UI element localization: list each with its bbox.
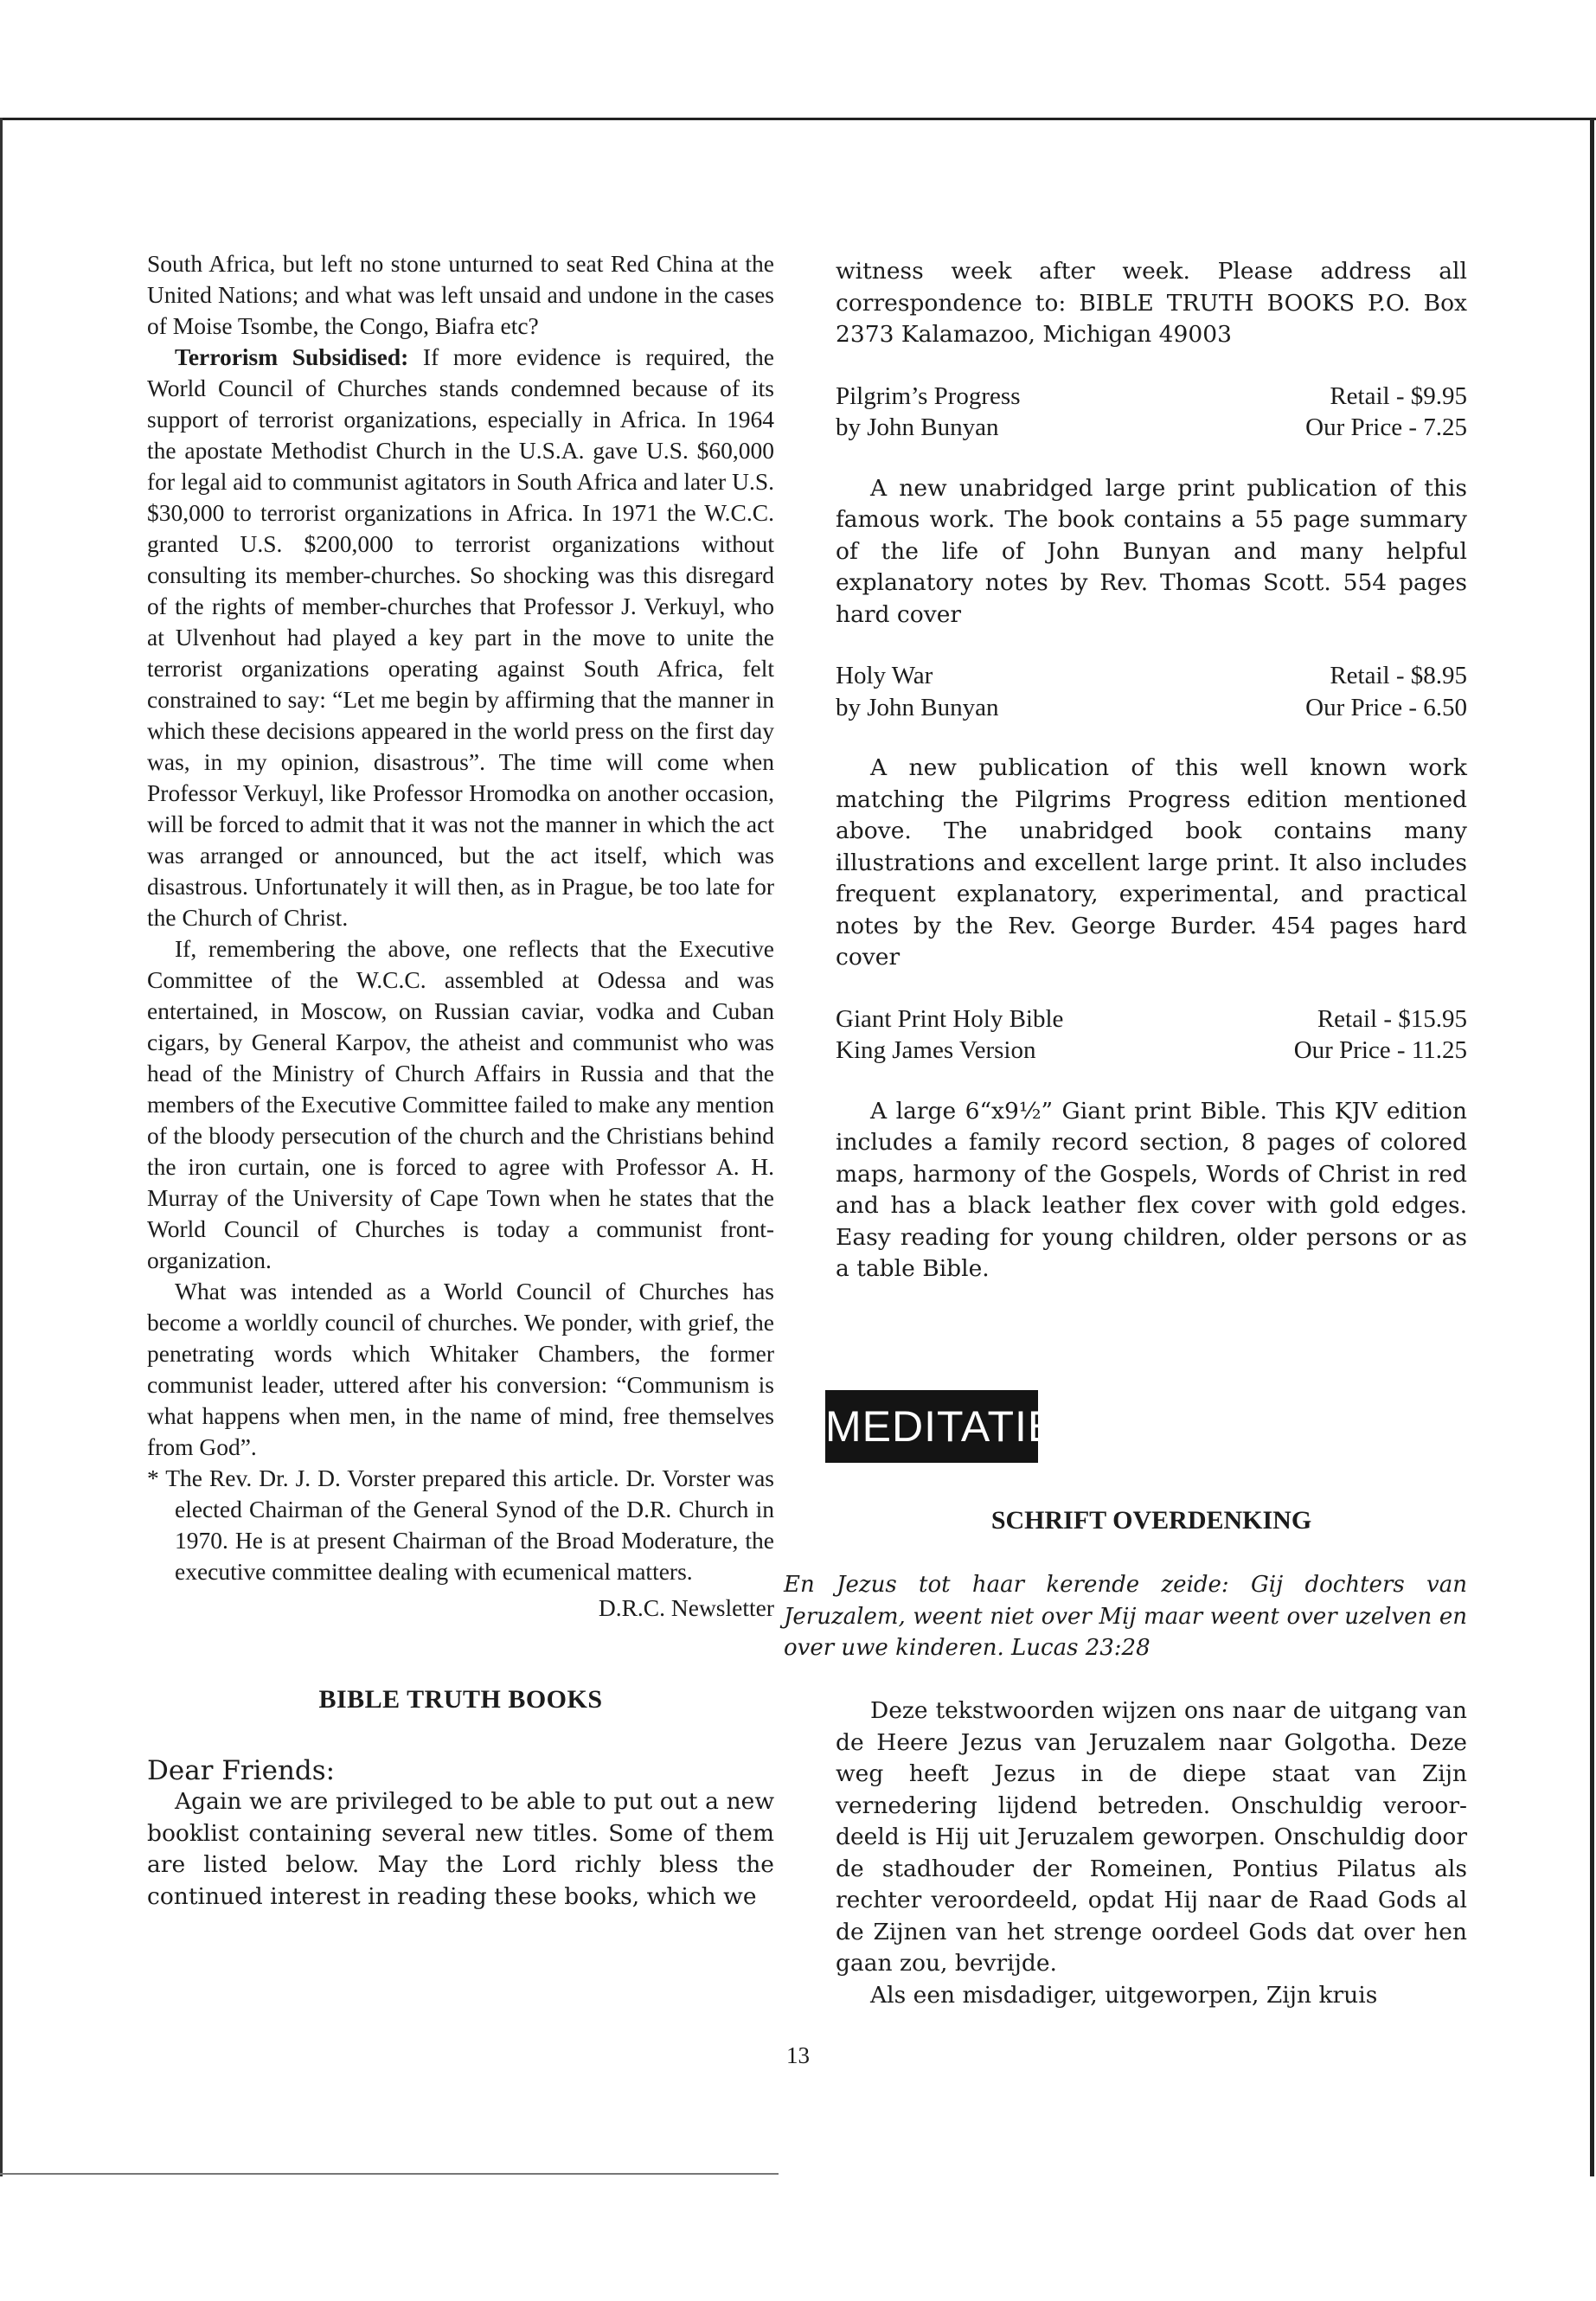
left-column	[147, 248, 774, 1913]
our-price: Our Price - 6.50	[1305, 693, 1467, 721]
paragraph-terrorism	[147, 342, 774, 933]
right-edge-rule	[1590, 118, 1594, 2176]
paragraph: Deze tekstwoorden wijzen ons naar de uitgang van de Heere Jezus van Jeruzalem naar Golgotha. Deze weg heeft Jezus in de diepe staat van Zijn vernedering lijdend betreden. Onschuldig veroor-deeld is Hij uit Jeruzalem geworpen. Onschuldig door de stadhouder der Romeinen, Pontius Pilatus als rechter veroordeeld, opdat Hij naar de Raad Gods al de Zijnen van het strenge oordeel Gods dat over hen gaan zou, bevrijde.	[836, 1697, 1467, 1977]
retail-price: Retail - $15.95	[1317, 1004, 1467, 1033]
book-description: A new unabridged large print publication of this famous work. The book contains a 55 page summary of the life of John Bunyan and many helpful explanatory notes by Rev. Thomas Scott. 554 pages hard cover	[836, 474, 1467, 628]
top-rule	[0, 118, 1596, 120]
book-header	[836, 1003, 1467, 1067]
right-column	[836, 256, 1467, 1285]
paragraph: What was intended as a World Council of Churches has become a worldly council of churches. We ponder, with grief, the penetrating words which Whitaker Chambers, the former communist leader, uttered after his conversion: “Communism is what happens when men, in the name of mind, free themselves from God”.	[147, 1278, 774, 1460]
book-title: Pilgrim’s Progress	[836, 381, 1021, 410]
meditatie-banner: MEDITATIE	[825, 1390, 1038, 1463]
meditatie-heading: SCHRIFT OVERDENKING	[990, 1506, 1312, 1535]
section-heading: BIBLE TRUTH BOOKS	[318, 1685, 603, 1714]
book-header	[836, 381, 1467, 444]
page-number: 13	[786, 2042, 810, 2068]
book-author: by John Bunyan	[836, 413, 999, 441]
book-entry	[836, 1003, 1467, 1285]
scripture-verse: En Jezus tot haar kerende zeide: Gij dochters van Jeruzalem, weent niet over Mij maar weent over uzelven en over uwe kinderen. Lucas 23:28	[784, 1572, 1467, 1661]
book-description: A new publication of this well known work matching the Pilgrims Progress edition mentioned above. The unabridged book contains many illustrations and excellent large print. It also includes frequent explanatory, experimental, and practical notes by the Rev. George Burder. 454 pages hard cover	[836, 754, 1467, 971]
paragraph: South Africa, but left no stone unturned to seat Red China at the United Nations; and what was left unsaid and undone in the cases of Moise Tsombe, the Congo, Biafra etc?	[147, 250, 774, 339]
book-title: Giant Print Holy Bible	[836, 1004, 1064, 1033]
left-edge-rule	[0, 118, 3, 2176]
our-price: Our Price - 11.25	[1293, 1036, 1467, 1064]
retail-price: Retail - $9.95	[1330, 381, 1467, 410]
letter-continuation: witness week after week. Please address all correspondence to: BIBLE TRUTH BOOKS P.O. Box 2373 Kalamazoo, Michigan 49003	[836, 258, 1467, 348]
book-entry	[836, 381, 1467, 631]
salutation: Dear Friends:	[147, 1755, 336, 1786]
meditatie-body	[836, 1695, 1467, 2011]
letter-paragraph: Again we are privileged to be able to put out a new booklist containing several new titles. Some of them are listed below. May the Lord richly bless the continued interest in reading these books, which we	[147, 1788, 774, 1910]
source-credit: D.R.C. Newsletter	[598, 1594, 774, 1621]
author-note: * The Rev. Dr. J. D. Vorster prepared this article. Dr. Vorster was elected Chairman of the General Synod of the D.R. Church in 1970. He is at present Chairman of the Broad Moderature, the executive committee dealing with ecumenical matters.	[147, 1465, 774, 1585]
book-description: A large 6“x9½” Giant print Bible. This KJV edition includes a family record section, 8 pages of colored maps, harmony of the Gospels, Words of Christ in red and has a black leather flex cover with gold edges. Easy reading for young children, older persons or as a table Bible.	[836, 1097, 1467, 1282]
book-author: King James Version	[836, 1036, 1036, 1064]
our-price: Our Price - 7.25	[1305, 413, 1467, 441]
bottom-rule	[0, 2173, 779, 2175]
paragraph: Als een misdadiger, uitgeworpen, Zijn kruis	[870, 1981, 1378, 2009]
book-entry	[836, 660, 1467, 974]
paragraph-lead: Terrorism Subsidised:	[175, 343, 409, 370]
book-title: Holy War	[836, 662, 933, 689]
book-author: by John Bunyan	[836, 693, 999, 721]
retail-price: Retail - $8.95	[1330, 662, 1467, 689]
paragraph-text: If more evidence is required, the World Council of Churches stands condemned because of its support of terrorist organizations, especially in Africa. In 1964 the apostate Methodist Church in the U.S.A. gave U.S. $60,000 for legal aid to communist agitators in South Africa and later U.S. $30,000 to terrorist organizations in Africa. In 1971 the W.C.C. granted U.S. $200,000 to terrorist organizations without consulting its member-churches. So shocking was this disregard of the rights of member-churches that Professor J. Verkuyl, who at Ulvenhout had played a key part in the move to unite the terrorist organizations operating against South Africa, felt constrained to say: “Let me begin by affirming that the manner in which these decisions appeared in the world press on the first day was, in my opinion, disastrous”. The time will come when Professor Verkuyl, like Professor Hromodka on another occasion, will be forced to admit that it was not the manner in which the act was arranged or announced, but the act itself, which was disastrous. Unfortunately it will then, as in Prague, be too late for the Church of Christ.	[147, 343, 774, 931]
paragraph: If, remembering the above, one reflects that the Executive Committee of the W.C.C. assembled at Odessa and was entertained, in Moscow, on Russian caviar, vodka and Cuban cigars, by General Karpov, the atheist and communist who was head of the Ministry of Church Affairs in Russia and that the members of the Executive Committee failed to make any mention of the bloody persecution of the church and the Christians behind the iron curtain, one is forced to agree with Professor A. H. Murray of the University of Cape Town when he states that the World Council of Churches is today a communist front-organization.	[147, 935, 774, 1273]
book-header	[836, 660, 1467, 723]
